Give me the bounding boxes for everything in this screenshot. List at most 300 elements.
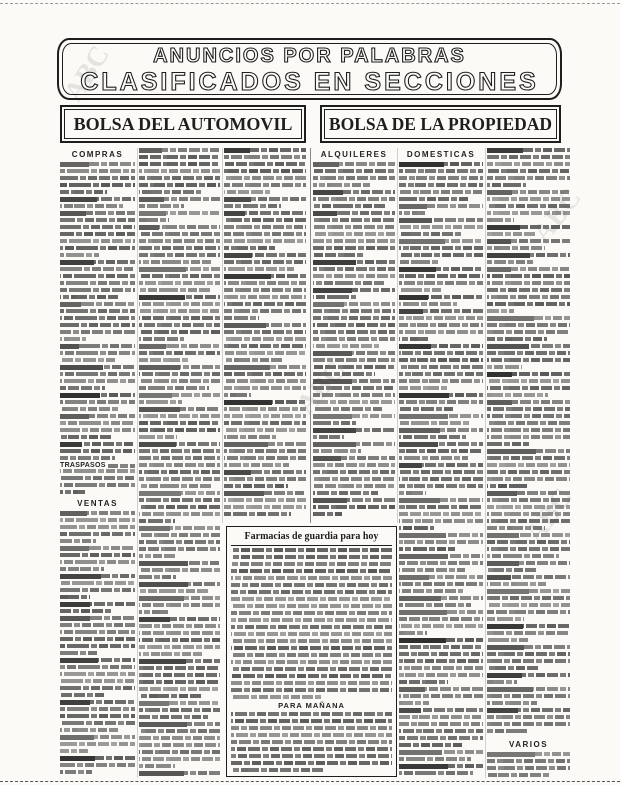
text-line [313,295,356,299]
text-line [139,575,176,579]
ad-lead-word [60,162,89,167]
ad-entry [139,526,220,558]
ad-entry [487,624,570,642]
ad-entry [60,260,135,299]
text-line [487,645,570,649]
text-line [487,666,538,670]
ad-lead-word [313,302,344,307]
ad-lead-word [399,596,441,601]
column-5 [399,148,483,777]
text-line [60,721,135,725]
pharmacies-tomorrow-heading: PARA MAÑANA [278,701,345,710]
text-line [224,281,306,285]
text-line [139,400,182,404]
text-line [60,176,135,180]
text-line [139,533,220,537]
text-line [399,610,483,614]
text-line [399,351,483,355]
ad-lead-word [139,561,188,566]
text-line [60,588,135,592]
text-line [487,463,570,467]
ad-entry [487,708,570,733]
text-line [399,407,454,411]
text-line [399,554,483,558]
ad-lead-word [60,393,100,398]
text-line [399,771,473,775]
text-line [399,589,463,593]
text-line [487,407,570,411]
text-line [399,498,483,502]
text-line [399,701,429,705]
text-line [399,288,441,292]
ad-entry [487,316,570,341]
text-line [399,309,483,313]
ad-entry [399,442,483,460]
text-line [487,491,570,495]
text-line [399,190,483,194]
text-line [231,768,323,772]
text-line [313,386,395,390]
text-line [60,630,135,634]
text-line [399,505,483,509]
ad-entry [139,393,220,404]
ad-lead-word [487,239,511,244]
text-line [60,532,135,536]
text-line [60,330,135,334]
text-line [139,330,220,334]
text-line [487,155,570,159]
text-line [487,442,529,446]
text-line [313,316,395,320]
text-line [60,742,135,746]
text-line [224,148,306,152]
ad-lead-word [487,589,529,594]
ad-lead-word [399,575,429,580]
ad-lead-word [399,750,442,755]
text-line [399,645,483,649]
text-line [139,498,220,502]
ad-entry [399,393,483,411]
ad-entry [487,267,570,313]
text-line [487,232,537,236]
ad-lead-word [399,764,448,769]
text-line [139,477,220,481]
text-line [139,463,220,467]
text-line [313,176,395,180]
ad-lead-word [224,491,264,496]
ad-lead-word [60,735,94,740]
text-line [399,722,483,726]
text-line [487,400,570,404]
text-line [487,773,550,777]
text-line [224,421,306,425]
text-line [139,554,175,558]
text-line [487,631,570,635]
text-line [60,428,135,432]
column-heading-ventas: VENTAS [77,499,118,508]
ad-lead-word [139,197,164,202]
text-line [399,533,483,537]
ad-entry [399,162,483,201]
text-line [487,729,529,733]
ad-lead-word [487,372,512,377]
ad-lead-word [224,365,270,370]
column-1 [60,148,135,777]
text-line [487,680,517,684]
ad-entry [399,309,483,341]
text-line [399,729,483,733]
ad-entry [139,344,220,362]
text-line [60,623,135,627]
text-line [231,562,392,566]
ad-entry [313,162,395,187]
ad-lead-word [399,610,447,615]
text-line [313,337,395,341]
text-line [313,477,395,481]
ad-lead-word [139,596,184,601]
text-line [231,569,392,573]
text-line [139,540,220,544]
text-line [60,344,135,348]
ad-entry [224,400,306,439]
text-line [60,490,85,494]
text-line [139,610,168,614]
ad-entry [224,491,306,516]
text-line [399,211,425,215]
text-line [399,183,483,187]
text-line [139,645,220,649]
ad-lead-word [224,442,268,447]
ad-lead-word [399,267,436,272]
column-rule [485,148,486,778]
text-line [139,295,220,299]
text-line [487,295,570,299]
text-line [487,288,570,292]
ad-lead-word [487,533,519,538]
ad-lead-word [399,687,425,692]
section-propiedad-header: BOLSA DE LA PROPIEDAD [320,105,561,143]
text-line [139,176,220,180]
text-line [313,302,395,306]
text-line [399,470,483,474]
text-line [487,211,570,215]
text-line [313,400,395,404]
text-line [60,316,135,320]
text-line [60,574,135,578]
text-line [399,708,483,712]
text-line [313,232,395,236]
text-line [487,190,570,194]
text-line [313,309,395,313]
text-line [399,274,483,278]
text-line [399,281,483,285]
text-line [139,183,220,187]
ad-lead-word [487,624,523,629]
text-line [313,211,395,215]
pharmacies-tomorrow-list [231,712,392,774]
text-line [60,539,96,543]
ad-entry [487,589,570,621]
text-line [399,204,483,208]
text-line [399,575,483,579]
ad-entry [399,414,483,425]
text-line [399,386,449,390]
text-line [139,708,220,712]
text-line [487,673,570,677]
text-line [224,351,306,355]
text-line [224,435,276,439]
text-line [60,295,118,299]
text-line [60,211,135,215]
text-line [399,295,483,299]
text-line [139,218,169,222]
text-line [60,183,135,187]
text-line [60,351,135,355]
text-line [60,518,135,522]
text-line [60,288,135,292]
text-line [60,435,112,439]
ad-entry [399,239,483,264]
ad-entry [224,274,306,320]
text-line [231,583,392,587]
ad-entry [399,638,483,684]
text-line [139,253,220,257]
text-line [231,674,392,678]
ad-lead-word [313,260,356,265]
text-line [139,470,220,474]
text-line [231,639,392,643]
text-line [224,470,306,474]
text-line [224,218,306,222]
text-line [399,519,483,523]
ad-lead-word [399,295,428,300]
text-line [313,351,395,355]
text-line [60,253,99,257]
text-line [487,435,570,439]
column-heading-varios: VARIOS [508,740,549,749]
text-line [487,687,570,691]
text-line [139,484,211,488]
ad-lead-word [139,659,186,664]
text-line [224,302,306,306]
text-line [487,218,514,222]
text-line [231,555,392,559]
ad-entry [487,561,570,572]
ad-lead-word [139,225,159,230]
text-line [313,162,395,166]
text-line [399,484,483,488]
ad-entry [313,442,395,453]
text-line [231,754,392,758]
text-line [487,358,570,362]
ad-entry [224,323,306,362]
text-line [487,624,570,628]
ad-entry [399,533,483,551]
text-line [60,511,135,515]
text-line [139,526,220,530]
ad-lead-word [224,211,245,216]
ad-lead-word [313,288,352,293]
text-line [487,421,570,425]
ad-lead-word [224,323,266,328]
ad-entry [60,442,135,460]
text-line [60,190,107,194]
ad-entry [224,211,306,250]
text-line [60,616,135,620]
ads-varios [487,752,570,777]
ads-alquileres [313,162,395,522]
text-line [399,197,470,201]
ad-entry [399,428,483,439]
text-line [60,560,135,564]
text-line [231,695,321,699]
text-line [60,476,135,480]
ad-lead-word [60,574,101,579]
ad-entry [60,756,135,774]
section-divider [310,148,311,523]
ad-lead-word [60,302,81,307]
text-line [224,267,294,271]
text-line [399,463,483,467]
text-line [139,393,220,397]
text-line [139,617,220,621]
text-line [139,309,220,313]
text-line [313,456,395,460]
text-line [487,176,570,180]
text-line [487,239,570,243]
ad-entry [487,645,570,670]
page-bottom-edge [0,781,620,782]
text-line [313,449,361,453]
text-line [139,624,220,628]
text-line [399,344,483,348]
text-line [224,344,306,348]
text-line [487,610,570,614]
text-line [399,561,483,565]
text-line [139,148,220,152]
text-line [399,743,464,747]
ad-lead-word [139,267,186,272]
text-line [487,582,546,586]
text-line [399,449,483,453]
text-line [139,351,220,355]
text-line [60,456,115,460]
text-line [139,596,220,600]
text-line [139,302,220,306]
text-line [313,218,395,222]
text-line [60,393,135,397]
text-line [399,631,427,635]
text-line [487,722,570,726]
text-line [60,763,135,767]
text-line [487,449,570,453]
text-line [224,176,306,180]
ad-entry [399,204,483,215]
text-line [139,169,220,173]
text-line [139,764,175,768]
text-line [313,463,395,467]
ad-lead-word [224,253,252,258]
text-line [60,707,135,711]
text-line [224,484,288,488]
ad-entry [139,267,220,292]
text-line [224,442,306,446]
text-line [60,686,135,690]
text-line [487,484,527,488]
text-line [399,582,483,586]
text-line [139,421,220,425]
text-line [487,617,524,621]
text-line [399,176,483,180]
ad-lead-word [487,752,535,757]
text-line [313,260,395,264]
text-line [139,372,220,376]
text-line [399,568,465,572]
column-heading-alquileres: ALQUILERES [320,150,388,159]
ad-lead-word [487,561,519,566]
ad-entry [399,554,483,572]
text-line [313,491,378,495]
text-line [139,547,220,551]
text-line [399,246,483,250]
text-line [60,651,99,655]
text-line [224,169,306,173]
column-3 [224,148,306,522]
text-line [139,435,177,439]
ad-entry [139,148,220,194]
ad-lead-word [399,204,427,209]
ad-entry [139,722,220,768]
ad-lead-word [399,428,440,433]
text-line [399,162,483,166]
ad-entry [487,533,570,558]
column-heading-compras: COMPRAS [71,150,124,159]
text-line [399,260,439,264]
classifieds-banner [57,38,562,100]
text-line [399,414,483,418]
text-line [231,733,392,737]
ad-lead-word [487,344,529,349]
text-line [60,358,115,362]
text-line [139,337,184,341]
ad-lead-word [60,344,79,349]
text-line [231,604,392,608]
text-line [487,309,514,313]
ad-entry [224,470,306,488]
ad-lead-word [60,756,95,761]
ad-traspasos [60,462,135,469]
text-line [231,625,392,629]
ad-lead-word [139,582,188,587]
text-line [487,512,570,516]
column-rule [222,148,223,523]
text-line [139,232,220,236]
text-line [399,435,466,439]
text-line [224,386,306,390]
text-line [487,498,570,502]
text-line [139,589,209,593]
text-line [399,477,483,481]
text-line [399,659,483,663]
text-line [487,274,570,278]
text-line [487,428,570,432]
ad-entry [60,393,135,411]
ad-entry [60,211,135,257]
text-line [224,379,306,383]
text-line [313,372,375,376]
text-line [487,547,570,551]
text-line [60,169,135,173]
